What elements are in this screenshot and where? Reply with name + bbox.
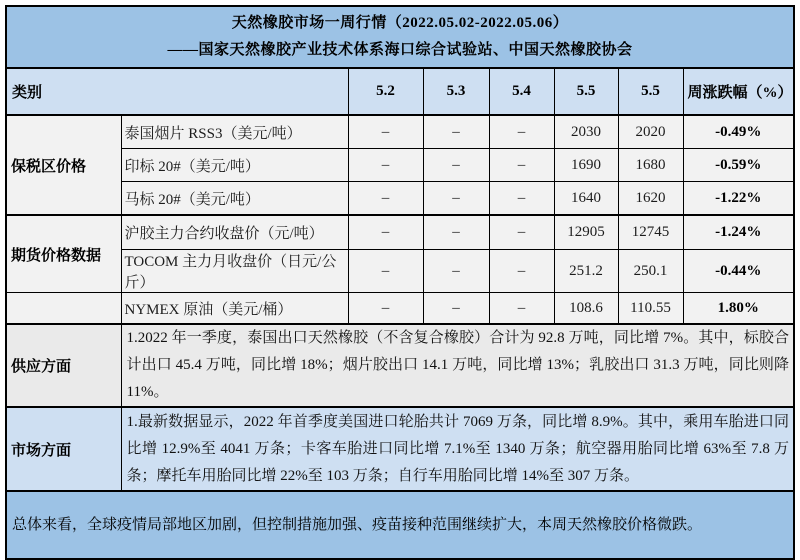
cell-value: – [348,182,423,216]
item-label: 印标 20#（美元/吨） [121,149,348,182]
col-date-4: 5.5 [554,68,618,115]
table-row-rss3 [6,115,794,149]
cell-value: – [489,149,554,182]
cell-value: – [489,250,554,293]
cell-value: – [348,293,423,325]
title-row [6,6,794,68]
item-label: 马标 20#（美元/吨） [121,182,348,216]
cell-value: – [348,115,423,149]
summary-text: 总体来看，全球疫情局部地区加剧，但控制措施加强、疫苗接种范围继续扩大，本周天然橡胶价格微跌。 [6,491,794,559]
cell-value: 250.1 [618,250,683,293]
report-title-line1: 天然橡胶市场一周行情（2022.05.02-2022.05.06） [231,15,569,31]
cell-value: 108.6 [554,293,618,325]
supply-row [6,324,794,407]
table-row-std20 [6,149,794,182]
cell-value: – [423,115,489,149]
cell-change: -0.44% [683,250,794,293]
cell-change: -1.24% [683,215,794,250]
col-category: 类别 [6,68,348,115]
item-label: NYMEX 原油（美元/桶） [121,293,348,325]
cell-value: 2030 [554,115,618,149]
group-supply: 供应方面 [6,324,121,407]
report-title-cell [6,6,794,68]
cell-change: -0.59% [683,149,794,182]
cell-value: – [423,182,489,216]
cell-change: -1.22% [683,182,794,216]
market-row [6,407,794,491]
cell-value: 110.55 [618,293,683,325]
column-header-row [6,68,794,115]
col-weekly-change: 周涨跌幅（%） [683,68,794,115]
cell-value: – [489,215,554,250]
cell-value: 1690 [554,149,618,182]
supply-text: 1.2022 年一季度，泰国出口天然橡胶（不含复合橡胶）合计为 92.8 万吨，同比增 7%。其中，标胶合计出口 45.4 万吨，同比增 18%；烟片胶出口 14.1 万吨，同比增 13%；乳胶出口 31.3 万吨，同比则降 11%。 [121,324,794,407]
cell-value: – [423,250,489,293]
cell-value: 1680 [618,149,683,182]
cell-change: -0.49% [683,115,794,149]
cell-value: – [348,215,423,250]
col-date-5: 5.5 [618,68,683,115]
cell-value: 12905 [554,215,618,250]
cell-value: – [348,149,423,182]
cell-value: – [423,149,489,182]
table-row-shfe [6,215,794,250]
group-bonded-zone: 保税区价格 [6,115,121,215]
cell-value: 251.2 [554,250,618,293]
cell-value: – [489,182,554,216]
market-text: 1.最新数据显示，2022 年首季度美国进口轮胎共计 7069 万条，同比增 8.9%。其中，乘用车胎进口同比增 12.9%至 4041 万条；卡客车胎进口同比增 7.1%至 1340 万条；航空器用胎同比增 63%至 7.8 万条；摩托车用胎同比增 22%至 103 万条；自行车用胎同比增 14%至 307 万条。 [121,407,794,491]
cell-value: – [489,115,554,149]
col-date-3: 5.4 [489,68,554,115]
item-label: 沪胶主力合约收盘价（元/吨） [121,215,348,250]
summary-row [6,491,794,559]
cell-value: – [423,293,489,325]
cell-value: – [489,293,554,325]
col-date-1: 5.2 [348,68,423,115]
group-futures: 期货价格数据 [6,215,121,293]
col-date-2: 5.3 [423,68,489,115]
rubber-weekly-report-table [5,5,795,560]
cell-value: 2020 [618,115,683,149]
table-row-tocom [6,250,794,293]
table-row-nymex [6,293,794,325]
item-label: TOCOM 主力月收盘价（日元/公斤） [121,250,348,293]
cell-value: – [348,250,423,293]
table-row-mal20 [6,182,794,216]
group-market: 市场方面 [6,407,121,491]
cell-value: 1620 [618,182,683,216]
item-label: 泰国烟片 RSS3（美元/吨） [121,115,348,149]
report-title-line2: ——国家天然橡胶产业技术体系海口综合试验站、中国天然橡胶协会 [167,42,633,58]
cell-value: 12745 [618,215,683,250]
cell-value: – [423,215,489,250]
cell-value: 1640 [554,182,618,216]
group-cell-empty [6,293,121,325]
cell-change: 1.80% [683,293,794,325]
